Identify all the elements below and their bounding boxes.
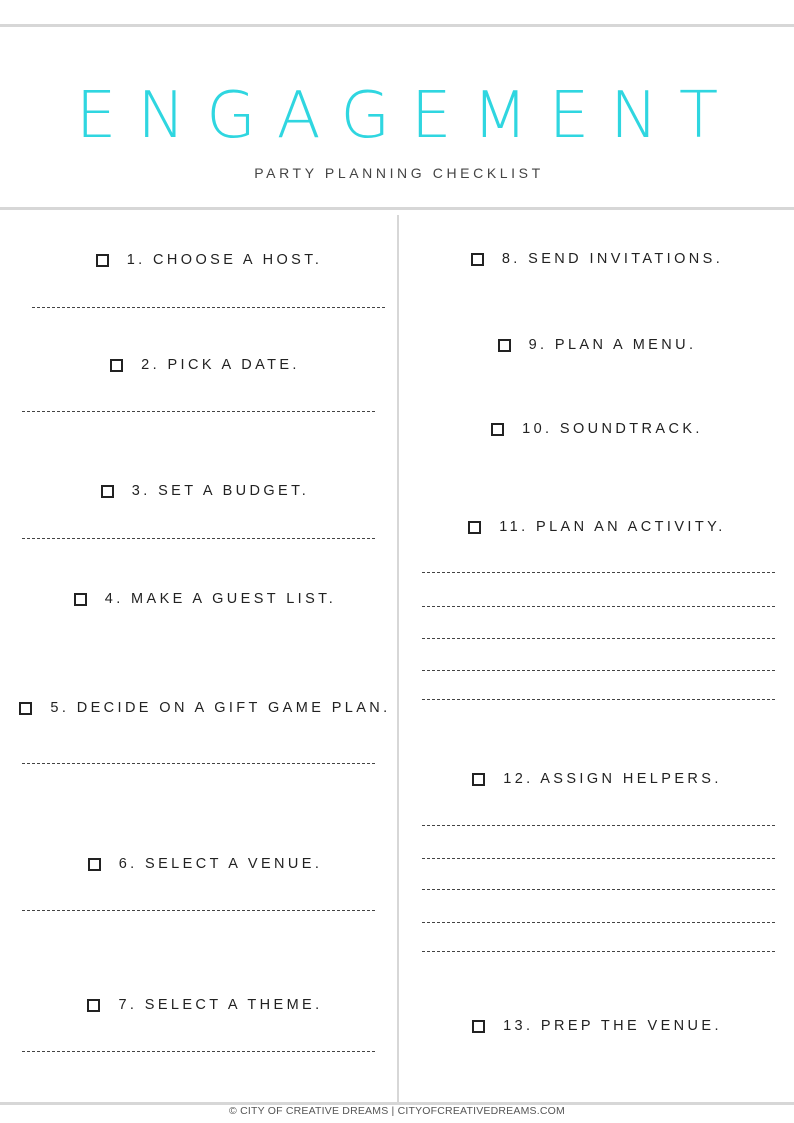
checklist-item[interactable] xyxy=(0,700,410,716)
checklist-item-label: 11. PLAN AN ACTIVITY. xyxy=(499,519,726,535)
checkbox[interactable] xyxy=(74,593,87,606)
checklist-item-label: 12. ASSIGN HELPERS. xyxy=(503,771,722,787)
checklist-item-label: 10. SOUNDTRACK. xyxy=(522,421,703,437)
checklist-item-label: 8. SEND INVITATIONS. xyxy=(501,251,724,267)
checkbox[interactable] xyxy=(472,1020,485,1033)
writing-line xyxy=(22,538,375,539)
checkbox[interactable] xyxy=(101,485,114,498)
writing-line xyxy=(422,606,775,607)
checkbox[interactable] xyxy=(96,254,109,267)
column-divider xyxy=(397,215,399,1102)
checklist-item-label: 3. SET A BUDGET. xyxy=(131,483,310,499)
checklist-item-label: 13. PREP THE VENUE. xyxy=(503,1018,722,1034)
writing-line xyxy=(422,638,775,639)
writing-line xyxy=(422,572,775,573)
writing-line xyxy=(32,307,385,308)
checkbox[interactable] xyxy=(87,999,100,1012)
checklist-item[interactable] xyxy=(400,337,794,353)
checklist-item[interactable] xyxy=(400,519,794,535)
checkbox[interactable] xyxy=(471,253,484,266)
header-divider xyxy=(0,207,794,210)
checkbox[interactable] xyxy=(491,423,504,436)
checklist-item[interactable] xyxy=(0,591,410,607)
checkbox[interactable] xyxy=(110,359,123,372)
checklist-item-label: 9. PLAN A MENU. xyxy=(528,337,697,353)
checklist-item-label: 7. SELECT A THEME. xyxy=(118,997,323,1013)
writing-line xyxy=(422,858,775,859)
checklist-item[interactable] xyxy=(0,856,410,872)
checklist-item[interactable] xyxy=(0,357,410,373)
checklist-item[interactable] xyxy=(0,997,410,1013)
page-title: ENGAGEMENT xyxy=(75,79,740,153)
checkbox[interactable] xyxy=(19,702,32,715)
writing-line xyxy=(22,763,375,764)
page-subtitle: PARTY PLANNING CHECKLIST xyxy=(254,165,544,181)
checklist-item[interactable] xyxy=(400,421,794,437)
checklist-item-label: 5. DECIDE ON A GIFT GAME PLAN. xyxy=(50,700,391,716)
checklist-item-label: 1. CHOOSE A HOST. xyxy=(126,252,323,268)
checkbox[interactable] xyxy=(472,773,485,786)
writing-line xyxy=(422,825,775,826)
footer-credit: © CITY OF CREATIVE DREAMS | CITYOFCREATIVEDREAMS.COM xyxy=(229,1105,565,1117)
writing-line xyxy=(22,910,375,911)
checklist-item[interactable] xyxy=(0,483,410,499)
writing-line xyxy=(422,922,775,923)
checklist-item-label: 4. MAKE A GUEST LIST. xyxy=(104,591,337,607)
checklist-item[interactable] xyxy=(4,252,414,268)
top-rule xyxy=(0,24,794,27)
checkbox[interactable] xyxy=(88,858,101,871)
checklist-item-label: 2. PICK A DATE. xyxy=(141,357,300,373)
checklist-item[interactable] xyxy=(400,1018,794,1034)
writing-line xyxy=(22,1051,375,1052)
checkbox[interactable] xyxy=(498,339,511,352)
checklist-item[interactable] xyxy=(400,771,794,787)
writing-line xyxy=(422,670,775,671)
checklist-item[interactable] xyxy=(400,251,794,267)
writing-line xyxy=(22,411,375,412)
writing-line xyxy=(422,699,775,700)
writing-line xyxy=(422,951,775,952)
checkbox[interactable] xyxy=(468,521,481,534)
checklist-item-label: 6. SELECT A VENUE. xyxy=(118,856,323,872)
writing-line xyxy=(422,889,775,890)
